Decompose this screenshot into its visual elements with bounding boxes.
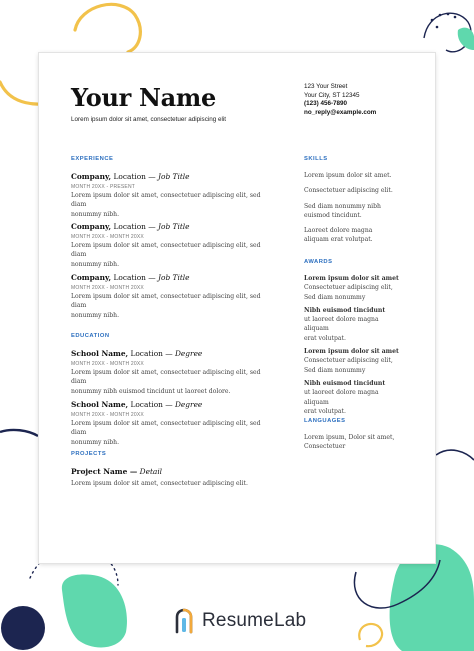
award-line: Consectetuer adipiscing elit, — [304, 284, 393, 292]
navy-circle-bottom-left — [1, 606, 45, 650]
resume-tagline: Lorem ipsum dolor sit amet, consectetuer adipiscing elit — [71, 116, 227, 123]
entry-text: Lorem ipsum dolor sit amet, consectetuer adipiscing elit, sed diam — [71, 369, 261, 386]
contact-street: 123 Your Street — [304, 83, 348, 90]
entry-text: nonummy nibh euismod tincidunt ut laoreet dolore. — [71, 387, 231, 395]
entry-text: Lorem ipsum dolor sit amet, consectetuer adipiscing elit, sed diam — [71, 293, 261, 310]
skill-item: Consectetuer adipiscing elit. — [304, 187, 393, 195]
education-entry — [71, 400, 271, 447]
contact-block — [304, 83, 376, 118]
entry-text: Lorem ipsum dolor sit amet, consectetuer adipiscing elit, sed diam — [71, 242, 261, 259]
award-line: Sed diam nonummy — [304, 293, 366, 301]
languages-list — [304, 433, 404, 452]
entry-company: Company, — [71, 172, 112, 181]
entry-company: Company, — [71, 222, 112, 231]
skill-line: aliquam erat volutpat. — [304, 236, 373, 244]
mint-blob-top-right — [458, 28, 474, 50]
awards-heading: AWARDS — [304, 259, 333, 265]
mint-blob-bottom-left — [62, 574, 127, 647]
award-line: ut laoreet dolore magna aliquam — [304, 316, 379, 333]
entry-text: Lorem ipsum dolor sit amet, consectetuer adipiscing elit, sed diam — [71, 420, 261, 437]
award-item — [304, 347, 404, 375]
skill-line: euismod tincidunt. — [304, 211, 362, 219]
award-title: Lorem ipsum dolor sit amet — [304, 348, 399, 356]
project-entry — [71, 467, 271, 488]
entry-degree: Degree — [175, 349, 203, 358]
entry-dates: MONTH 20XX - MONTH 20XX — [71, 285, 144, 291]
experience-heading: EXPERIENCE — [71, 156, 114, 162]
entry-text: nonummy nibh. — [71, 260, 120, 268]
education-heading: EDUCATION — [71, 333, 110, 339]
skills-list — [304, 171, 404, 245]
entry-dates: MONTH 20XX - MONTH 20XX — [71, 361, 144, 367]
entry-school: School Name, — [71, 349, 129, 358]
entry-text: nonummy nibh. — [71, 210, 120, 218]
resume-name: Your Name — [71, 83, 216, 112]
award-title: Nibh euismod tincidunt — [304, 306, 386, 314]
entry-title: Job Title — [158, 172, 190, 181]
awards-list — [304, 274, 404, 416]
award-line: erat volutpat. — [304, 407, 346, 415]
entry-location: Location — — [130, 400, 173, 409]
skill-item — [304, 226, 404, 245]
education-entry — [71, 349, 271, 396]
project-text: Lorem ipsum dolor sit amet, consectetuer adipiscing elit. — [71, 480, 248, 487]
contact-city: Your City, ST 12345 — [304, 91, 360, 99]
experience-entry — [71, 273, 271, 320]
entry-title: Job Title — [158, 273, 190, 282]
skill-line: Sed diam nonummy nibh — [304, 202, 381, 210]
entry-location: Location — — [113, 273, 156, 282]
contact-phone: (123) 456-7890 — [304, 100, 348, 108]
entry-text: Lorem ipsum dolor sit amet, consectetuer adipiscing elit, sed diam — [71, 192, 261, 209]
entry-location: Location — — [113, 172, 156, 181]
resumelab-logo-icon — [171, 608, 197, 634]
skills-heading: SKILLS — [304, 156, 328, 162]
entry-dates: MONTH 20XX - MONTH 20XX — [71, 234, 144, 240]
project-detail: Detail — [139, 467, 163, 476]
navy-curve-right — [436, 450, 474, 460]
entry-company: Company, — [71, 273, 112, 282]
entry-dates: MONTH 20XX - MONTH 20XX — [71, 412, 144, 418]
entry-location: Location — — [130, 349, 173, 358]
entry-dates: MONTH 20XX - PRESENT — [71, 184, 136, 190]
skill-item: Lorem ipsum dolor sit amet. — [304, 172, 392, 179]
award-line: Sed diam nonummy — [304, 366, 366, 374]
contact-email: no_reply@example.com — [304, 109, 377, 117]
entry-title: Job Title — [158, 222, 190, 231]
skill-line: Laoreet dolore magna — [304, 227, 373, 235]
navy-curve-left — [0, 430, 38, 436]
language-line: Lorem ipsum, Dolor sit amet, — [304, 434, 395, 441]
project-name: Project Name — — [71, 467, 138, 476]
entry-degree: Degree — [175, 400, 203, 409]
entry-text: nonummy nibh. — [71, 438, 120, 446]
skill-item — [304, 202, 404, 221]
entry-school: School Name, — [71, 400, 129, 409]
award-line: Consectetuer adipiscing elit, — [304, 357, 393, 365]
award-item — [304, 306, 404, 343]
experience-entry — [71, 172, 271, 219]
experience-entry — [71, 222, 271, 269]
entry-text: nonummy nibh. — [71, 311, 120, 319]
resume-page — [39, 53, 435, 563]
dots-top-right — [431, 19, 434, 22]
award-line: erat volutpat. — [304, 334, 346, 342]
yellow-ring-bottom-right — [359, 624, 382, 646]
award-item — [304, 274, 404, 302]
entry-location: Location — — [113, 222, 156, 231]
language-line: Consectetuer — [304, 443, 346, 451]
resumelab-wordmark: ResumeLab — [202, 610, 307, 631]
award-item — [304, 379, 404, 416]
award-title: Nibh euismod tincidunt — [304, 379, 386, 387]
projects-heading: PROJECTS — [71, 451, 107, 457]
award-title: Lorem ipsum dolor sit amet — [304, 275, 399, 282]
languages-heading: LANGUAGES — [304, 418, 346, 424]
award-line: ut laoreet dolore magna aliquam — [304, 389, 379, 406]
